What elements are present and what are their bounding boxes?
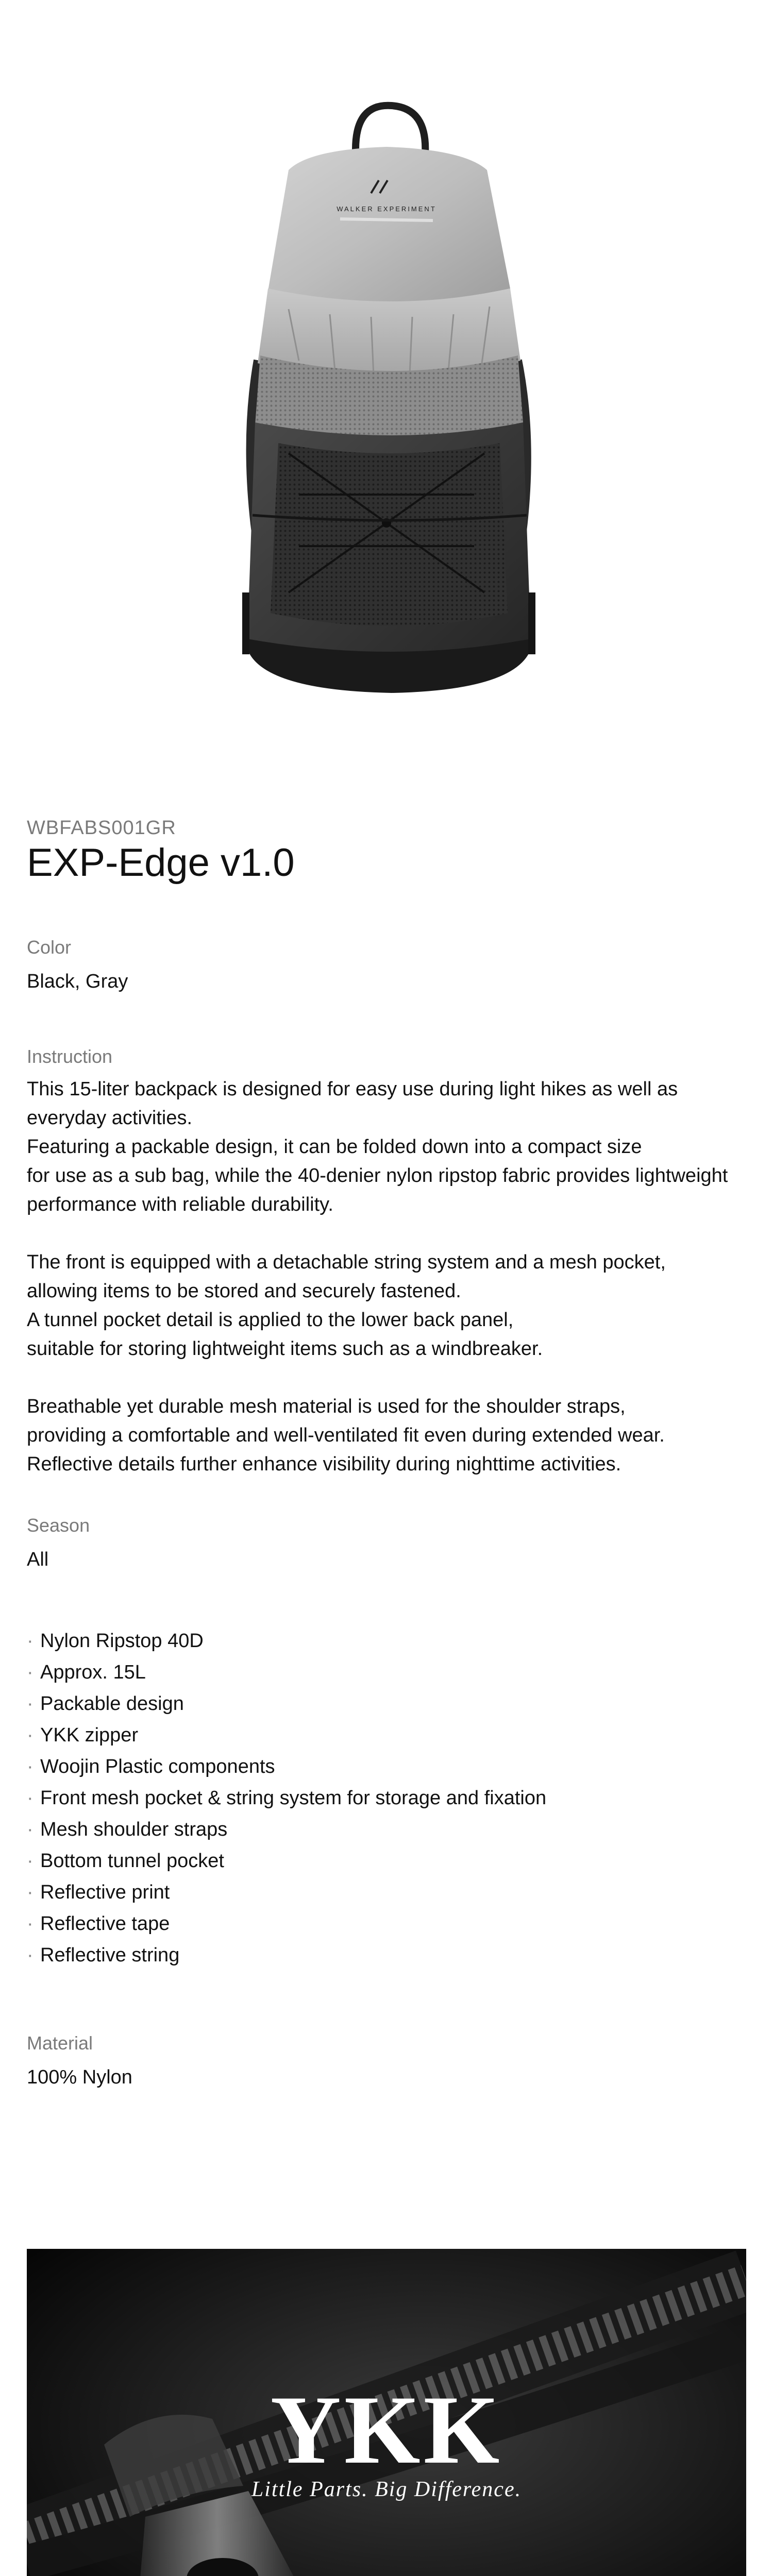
instruction-line: This 15-liter backpack is designed for easy use during light hikes as well as	[27, 1078, 678, 1100]
feature-item: · Woojin Plastic components	[27, 1756, 275, 1777]
instruction-line: performance with reliable durability.	[27, 1194, 333, 1215]
instruction-line: everyday activities.	[27, 1107, 193, 1129]
material-label: Material	[27, 2032, 93, 2054]
season-label: Season	[27, 1515, 90, 1536]
instruction-line: providing a comfortable and well-ventilated fit even during extended wear.	[27, 1425, 665, 1446]
backpack-illustration	[0, 0, 773, 752]
feature-list	[27, 1625, 746, 1971]
instruction-line: A tunnel pocket detail is applied to the lower back panel,	[27, 1309, 514, 1331]
features-section	[27, 1625, 746, 1971]
instruction-label: Instruction	[27, 1046, 113, 1067]
feature-item: · Mesh shoulder straps	[27, 1819, 228, 1840]
product-code: WBFABS001GR	[27, 817, 176, 839]
feature-item: · Packable design	[27, 1693, 184, 1715]
feature-item: · YKK zipper	[27, 1724, 139, 1746]
instruction-line: for use as a sub bag, while the 40-denier nylon ripstop fabric provides lightweight	[27, 1165, 728, 1187]
color-value: Black, Gray	[27, 971, 128, 992]
instruction-line: Reflective details further enhance visibility during nighttime activities.	[27, 1453, 621, 1475]
instruction-line: suitable for storing lightweight items such as a windbreaker.	[27, 1338, 543, 1360]
instruction-line: The front is equipped with a detachable string system and a mesh pocket,	[27, 1251, 666, 1273]
season-section	[27, 1515, 746, 1571]
feature-item: · Bottom tunnel pocket	[27, 1850, 224, 1872]
product-image	[0, 0, 773, 752]
feature-item: · Approx. 15L	[27, 1662, 146, 1683]
ykk-tagline: Little Parts. Big Difference.	[251, 2478, 522, 2501]
feature-item: · Reflective tape	[27, 1913, 170, 1935]
bag-print-text: WALKER EXPERIMENT	[337, 205, 436, 213]
ykk-zipper-photo	[27, 2249, 746, 2576]
season-value: All	[27, 1549, 49, 1570]
instruction-line: Featuring a packable design, it can be folded down into a compact size	[27, 1136, 642, 1158]
color-label: Color	[27, 937, 72, 958]
instruction-line: allowing items to be stored and securely fastened.	[27, 1280, 461, 1302]
instruction-line: Breathable yet durable mesh material is used for the shoulder straps,	[27, 1396, 626, 1417]
product-name: EXP-Edge v1.0	[27, 841, 295, 885]
feature-item: · Reflective string	[27, 1944, 180, 1966]
color-section	[27, 937, 746, 993]
material-section	[27, 2032, 746, 2089]
material-value: 100% Nylon	[27, 2066, 132, 2088]
feature-item: · Reflective print	[27, 1882, 170, 1903]
feature-item: · Front mesh pocket & string system for storage and fixation	[27, 1787, 547, 1809]
product-header	[27, 817, 746, 887]
feature-item: · Nylon Ripstop 40D	[27, 1630, 204, 1652]
ykk-logo: YKK	[270, 2376, 503, 2484]
instruction-section	[27, 1046, 746, 1479]
